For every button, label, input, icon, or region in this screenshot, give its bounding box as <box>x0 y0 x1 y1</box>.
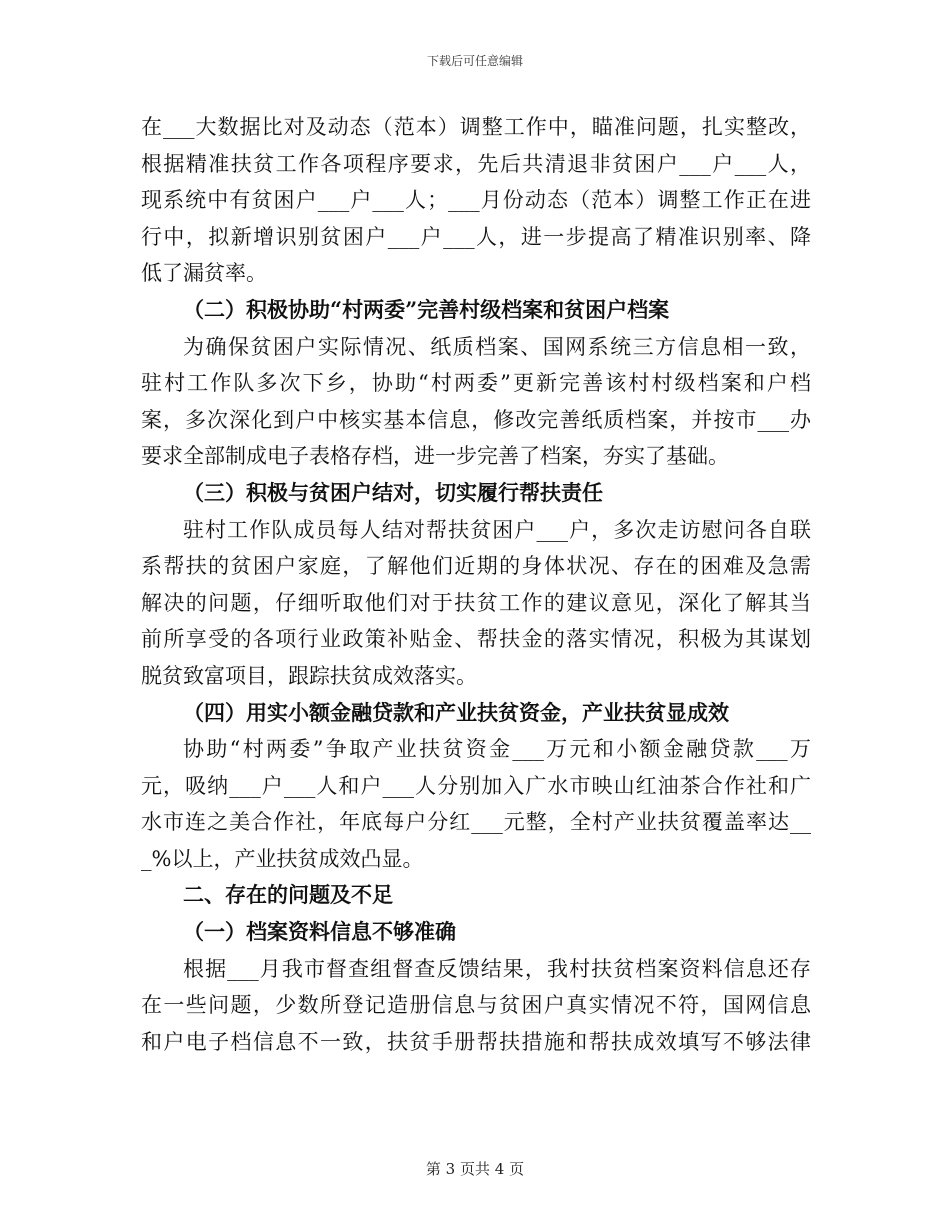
section-heading: 二、存在的问题及不足 <box>183 882 393 908</box>
paragraph-line: 在一些问题，少数所登记造册信息与贫困户真实情况不符，国网信息 <box>141 993 811 1018</box>
paragraph-line: 要求全部制成电子表格存档，进一步完善了档案，夯实了基础。 <box>141 444 729 469</box>
paragraph-line: 驻村工作队多次下乡，协助“村两委”更新完善该村村级档案和户档 <box>141 371 811 396</box>
paragraph-line: 根据___月我市督查组督查反馈结果，我村扶贫档案资料信息还存 <box>183 956 811 981</box>
paragraph-line: 根据精准扶贫工作各项程序要求，先后共清退非贫困户___户___人， <box>141 151 811 176</box>
section-heading: （四）用实小额金融贷款和产业扶贫资金，产业扶贫显成效 <box>183 699 729 725</box>
paragraph-line: 低了漏贫率。 <box>141 261 267 286</box>
section-heading: （二）积极协助“村两委”完善村级档案和贫困户档案 <box>183 296 670 322</box>
document-body <box>141 109 811 1060</box>
paragraph-line: 脱贫致富项目，跟踪扶贫成效落实。 <box>141 663 477 688</box>
paragraph-line: 前所享受的各项行业政策补贴金、帮扶金的落实情况，积极为其谋划 <box>141 627 811 652</box>
paragraph-line: 案，多次深化到户中核实基本信息，修改完善纸质档案，并按市___办 <box>141 407 811 432</box>
section-heading: （三）积极与贫困户结对，切实履行帮扶责任 <box>183 479 603 505</box>
paragraph-line: 元，吸纳___户___人和户___人分别加入广水市映山红油茶合作社和广 <box>141 773 811 798</box>
paragraph-line: 协助“村两委”争取产业扶贫资金___万元和小额金融贷款___万 <box>183 737 811 762</box>
paragraph-line: 为确保贫困户实际情况、纸质档案、国网系统三方信息相一致， <box>183 334 811 359</box>
paragraph-line: 在___大数据比对及动态（范本）调整工作中，瞄准问题，扎实整改， <box>141 115 811 139</box>
paragraph-line: 系帮扶的贫困户家庭，了解他们近期的身体状况、存在的困难及急需 <box>141 554 811 579</box>
page-header: 下载后可任意编辑 <box>426 54 523 68</box>
paragraph-line: 水市连之美合作社，年底每户分红___元整，全村产业扶贫覆盖率达__ <box>141 810 811 835</box>
paragraph-line: 解决的问题，仔细听取他们对于扶贫工作的建议意见，深化了解其当 <box>141 590 811 615</box>
paragraph-line: 行中，拟新增识别贫困户___户___人，进一步提高了精准识别率、降 <box>141 224 811 249</box>
paragraph-line: _%以上，产业扶贫成效凸显。 <box>141 846 424 871</box>
page-footer: 第 3 页共 4 页 <box>425 1160 525 1178</box>
section-heading: （一）档案资料信息不够准确 <box>183 919 456 945</box>
paragraph-line: 现系统中有贫困户___户___人；___月份动态（范本）调整工作正在进 <box>141 188 811 213</box>
paragraph-line: 和户电子档信息不一致，扶贫手册帮扶措施和帮扶成效填写不够法律 <box>141 1029 811 1054</box>
paragraph-line: 驻村工作队成员每人结对帮扶贫困户___户，多次走访慰问各自联 <box>183 517 811 542</box>
